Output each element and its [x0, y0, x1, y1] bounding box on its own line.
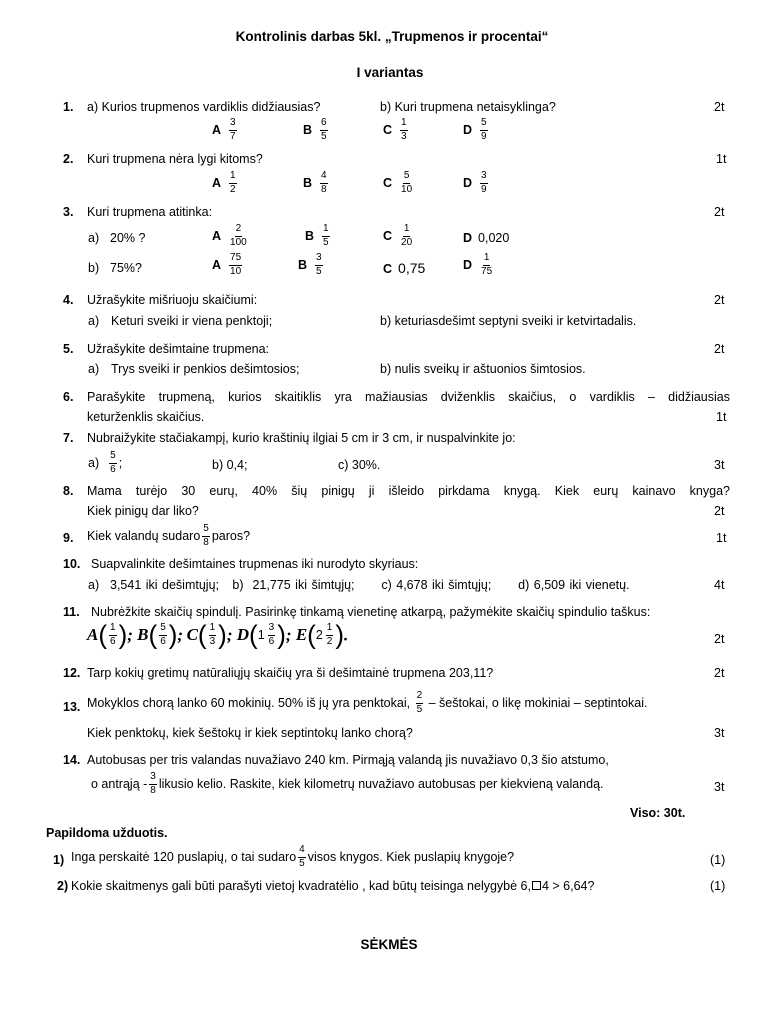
- option-letter: C: [383, 228, 393, 243]
- text-after: paros?: [211, 528, 251, 543]
- text-before: Mokyklos chorą lanko 60 mokinių. 50% iš jų yra penktokai,: [87, 695, 411, 710]
- question-number: 13.: [63, 700, 81, 714]
- fraction: $\frac{5}{8}$: [203, 523, 209, 548]
- question-number: 6.: [63, 390, 74, 404]
- variant-title: I variantas: [356, 65, 424, 80]
- fraction: $\frac{3}{9}$: [481, 170, 487, 195]
- question-number: 2.: [63, 152, 74, 166]
- option-letter: A: [212, 122, 222, 137]
- question-text-line1: [87, 691, 647, 715]
- extra-text-2: [71, 880, 594, 893]
- option-c: [383, 224, 415, 248]
- option-letter: D: [463, 122, 473, 137]
- question-number: 12.: [63, 666, 81, 680]
- text-after: – šeštokai, o likę mokiniai – septintokai.: [428, 695, 648, 710]
- question-points: 1t: [716, 531, 727, 545]
- question-points: 4t: [714, 578, 725, 592]
- option-b: [298, 253, 325, 277]
- question-text-b: b) Kuri trupmena netaisyklinga?: [380, 100, 556, 114]
- option-letter: A: [212, 228, 222, 243]
- option-letter: C: [383, 262, 393, 276]
- sub-label-b: b): [88, 261, 100, 275]
- percent-value-a: 20% ?: [110, 231, 146, 245]
- option-d: [463, 232, 509, 245]
- extra-number-2: 2): [57, 879, 69, 893]
- question-text: Suapvalinkite dešimtaines trupmenas iki nurodyto skyriaus:: [91, 557, 419, 571]
- option-d: [463, 171, 490, 195]
- point-e: E( 2 1 2 ): [295, 620, 345, 650]
- text-before: Kiek valandų sudaro: [87, 528, 201, 543]
- option-a: [212, 118, 239, 142]
- question-text: Nubraižykite stačiakampį, kurio kraštinių ilgiai 5 cm ir 3 cm, ir nuspalvinkite jo:: [87, 431, 516, 445]
- question-text-line1: Autobusas per tris valandas nuvažiavo 240 km. Pirmąją valandą jis nuvažiavo 0,3 šio atstumo,: [87, 753, 609, 767]
- sub-item-a: Keturi sveiki ir viena penktoji;: [111, 314, 273, 328]
- option-letter: D: [463, 231, 473, 245]
- option-b: [303, 171, 330, 195]
- question-text-line2: [91, 772, 604, 796]
- text-before: Inga perskaitė 120 puslapių, o tai sudaro: [71, 849, 297, 864]
- option-b: [303, 118, 330, 142]
- question-text: Užrašykite mišriuoju skaičiumi:: [87, 293, 258, 307]
- question-text: Kuri trupmena atitinka:: [87, 205, 213, 219]
- question-text: Kuri trupmena nėra lygi kitoms?: [87, 152, 263, 166]
- question-number: 9.: [63, 531, 74, 545]
- punctuation: ;: [118, 455, 123, 470]
- sub-label: a): [88, 314, 100, 328]
- question-points: 1t: [716, 410, 727, 424]
- text-after: visos knygos. Kiek puslapių knygoje?: [307, 849, 515, 864]
- fraction: $\frac{3}{5}$: [316, 252, 322, 277]
- percent-value-b: 75%?: [110, 261, 142, 275]
- question-number: 14.: [63, 753, 81, 767]
- fraction: $\frac{5}{9}$: [481, 117, 487, 142]
- option-c: [383, 118, 410, 142]
- point-a: A( $\frac{1}{6}$ ): [87, 620, 128, 650]
- closing-text: SĖKMĖS: [360, 937, 418, 952]
- fraction: $\frac{2}{100}$: [230, 223, 247, 248]
- sub-item-a: Trys sveiki ir penkios dešimtosios;: [111, 362, 300, 376]
- fraction: $\frac{4}{5}$: [299, 844, 305, 869]
- text-after: likusio kelio. Raskite, kiek kilometrų nuvažiavo autobusas per kiekvieną valandą.: [158, 776, 604, 791]
- option-letter: B: [305, 228, 315, 243]
- fraction: $\frac{4}{8}$: [321, 170, 327, 195]
- fraction: $\frac{1}{75}$: [481, 252, 493, 277]
- page-title: Kontrolinis darbas 5kl. „Trupmenos ir procentai“: [235, 29, 549, 44]
- question-points: 3t: [714, 726, 725, 740]
- sub-item-a: [88, 451, 122, 475]
- question-points: 2t: [714, 205, 725, 219]
- question-text-line2: Kiek penktokų, kiek šeštokų ir kiek septintokų lanko chorą?: [87, 726, 413, 740]
- fraction: $\frac{3}{7}$: [230, 117, 236, 142]
- fraction: $\frac{6}{5}$: [321, 117, 327, 142]
- option-letter: B: [298, 257, 308, 272]
- number-ray-points: A( $\frac{1}{6}$ ); B( $\frac{5}{6}$ ); C( $\frac{1}{3}$ ); D( 1 3 6 ); E( 2 1 2 ).: [87, 620, 349, 650]
- option-letter: C: [383, 122, 393, 137]
- option-c: [383, 171, 415, 195]
- extra-title: Papildoma užduotis.: [46, 826, 168, 840]
- question-points: 2t: [714, 632, 725, 646]
- option-letter: D: [463, 257, 473, 272]
- question-number: 7.: [63, 431, 74, 445]
- question-number: 11.: [63, 605, 80, 619]
- question-text-a: a) Kurios trupmenos vardiklis didžiausias?: [87, 100, 321, 114]
- option-d: [463, 118, 490, 142]
- question-number: 10.: [63, 557, 81, 571]
- question-text: Nubrėžkite skaičių spindulį. Pasirinkę tinkamą vienetinę atkarpą, pažymėkite skaičių spindulio taškus:: [91, 605, 651, 619]
- option-letter: B: [303, 122, 313, 137]
- sub-item-b: b) keturiasdešimt septyni sveiki ir ketvirtadalis.: [380, 314, 637, 328]
- sub-label: a): [88, 362, 100, 376]
- question-text-line2: keturženklis skaičius.: [87, 410, 205, 424]
- question-text-line1: Parašykite trupmeną, kurios skaitiklis yra mažiausias dviženklis skaičius, o vardiklis – didžiausias: [87, 390, 730, 404]
- sub-item-b: b) 0,4;: [212, 458, 248, 472]
- option-letter: A: [212, 175, 222, 190]
- text-after: 4 > 6,64?: [541, 879, 595, 893]
- question-number: 4.: [63, 293, 74, 307]
- option-c: [383, 261, 425, 276]
- question-text: Tarp kokių gretimų natūraliųjų skaičių yra ši dešimtainė trupmena 203,11?: [87, 666, 494, 680]
- fraction: $\frac{3}{8}$: [150, 771, 156, 796]
- option-letter: B: [303, 175, 313, 190]
- sub-items: 3,541 iki dešimtųjų; b) 21,775 iki šimtųjų; c) 4,678 iki šimtųjų; d) 6,509 iki vienetų.: [110, 578, 630, 592]
- sub-label-a: a): [88, 231, 100, 245]
- extra-points-2: (1): [710, 879, 726, 893]
- extra-number-1: 1): [53, 853, 65, 867]
- text-before: o antrąją -: [91, 776, 148, 791]
- fraction: $\frac{1}{3}$: [401, 117, 407, 142]
- question-text-line1: Mama turėjo 30 eurų, 40% šių pinigų ji išleido pirkdama knygą. Kiek eurų kainavo knyga?: [87, 484, 730, 498]
- option-letter: C: [383, 175, 393, 190]
- option-value: 0,75: [398, 260, 426, 276]
- option-value: 0,020: [478, 231, 510, 245]
- option-b: [305, 224, 332, 248]
- fraction: $\frac{5}{6}$: [110, 450, 116, 475]
- question-number: 3.: [63, 205, 74, 219]
- blank-box: [532, 881, 541, 890]
- point-d: D( 1 3 6 ): [236, 620, 286, 650]
- fraction: $\frac{1}{5}$: [323, 223, 329, 248]
- extra-points-1: (1): [710, 853, 726, 867]
- question-number: 1.: [63, 100, 74, 114]
- fraction: $\frac{5}{10}$: [401, 170, 413, 195]
- option-letter: A: [212, 257, 222, 272]
- fraction: $\frac{2}{5}$: [416, 690, 423, 715]
- question-text: Užrašykite dešimtaine trupmena:: [87, 342, 270, 356]
- text-before: Kokie skaitmenys gali būti parašyti vietoj kvadratėlio , kad būtų teisinga nelygybė 6,: [71, 879, 531, 893]
- option-letter: D: [463, 175, 473, 190]
- option-d: [463, 253, 495, 277]
- question-text-line2: Kiek pinigų dar liko?: [87, 504, 199, 518]
- question-points: 2t: [714, 666, 725, 680]
- question-points: 2t: [714, 100, 725, 114]
- sub-label: a): [88, 578, 100, 592]
- fraction: $\frac{1}{2}$: [230, 170, 236, 195]
- question-number: 8.: [63, 484, 74, 498]
- sub-label: a): [88, 455, 100, 470]
- fraction: $\frac{75}{10}$: [230, 252, 242, 277]
- question-points: 3t: [714, 458, 725, 472]
- question-points: 2t: [714, 342, 725, 356]
- question-points: 2t: [714, 293, 725, 307]
- sub-item-b: b) nulis sveikų ir aštuonios šimtosios.: [380, 362, 586, 376]
- extra-text-1: [71, 845, 514, 869]
- sub-item-c: c) 30%.: [338, 458, 381, 472]
- option-a: [212, 253, 244, 277]
- fraction: $\frac{1}{20}$: [401, 223, 413, 248]
- option-a: [212, 224, 250, 248]
- total-points: Viso: 30t.: [630, 806, 686, 820]
- point-c: C( $\frac{1}{3}$ ): [186, 620, 227, 650]
- point-b: B( $\frac{5}{6}$ ): [137, 620, 178, 650]
- question-number: 5.: [63, 342, 74, 356]
- question-points: 1t: [716, 152, 727, 166]
- question-points: 3t: [714, 780, 725, 794]
- question-points: 2t: [714, 504, 725, 518]
- option-a: [212, 171, 239, 195]
- question-text: [87, 524, 250, 548]
